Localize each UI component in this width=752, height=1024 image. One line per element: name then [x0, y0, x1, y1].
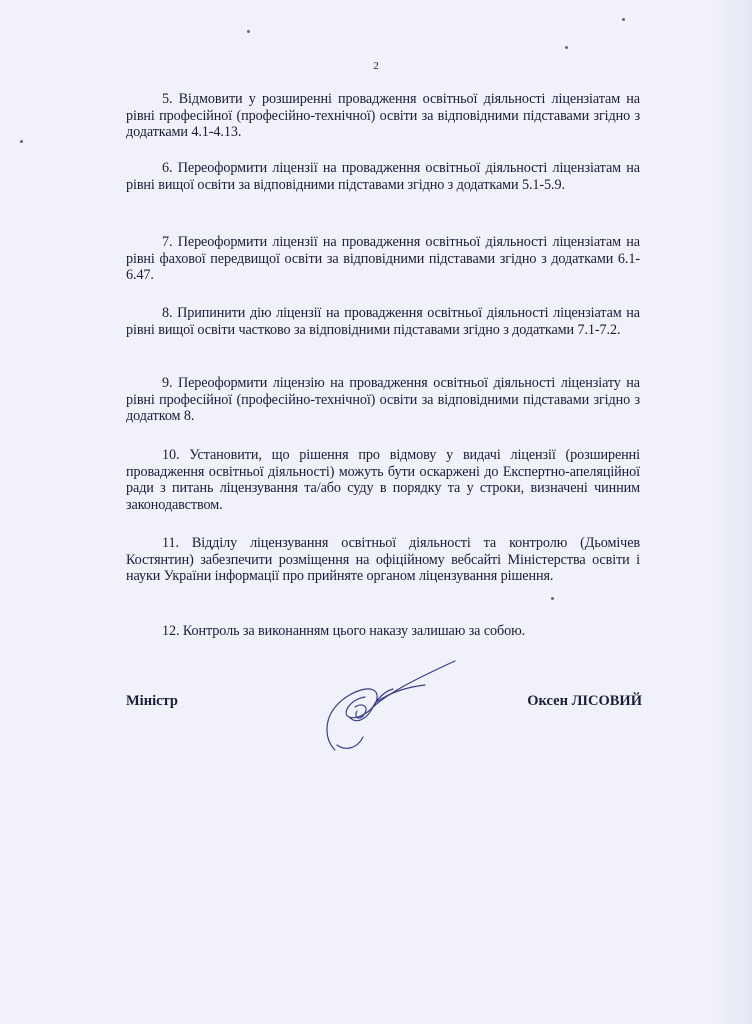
signatory-name: Оксен ЛІСОВИЙ [527, 693, 642, 709]
scan-speck [565, 46, 568, 49]
scan-edge-shadow [712, 0, 752, 1024]
paragraph-9: 9. Переоформити ліцензію на провадження освітньої діяльності ліцензіату на рівні професійної (професійно-технічної) освіти за відповідними підставами згідно з додатком 8. [126, 375, 640, 424]
page-number: 2 [373, 60, 379, 72]
paragraph-7: 7. Переоформити ліцензії на провадження освітньої діяльності ліцензіатам на рівні фахової передвищої освіти за відповідними підставами згідно з додатками 6.1-6.47. [126, 234, 640, 283]
scan-speck [551, 597, 554, 600]
scan-speck [247, 30, 250, 33]
paragraph-10: 10. Установити, що рішення про відмову у видачі ліцензії (розширенні провадження освітньої діяльності) можуть бути оскаржені до Експертно-апеляційної ради з питань ліцензування та/або суду в порядку та у строки, визначені чинним законодавством. [126, 447, 640, 513]
scan-speck [20, 140, 23, 143]
paragraph-5: 5. Відмовити у розширенні провадження освітньої діяльності ліцензіатам на рівні професійної (професійно-технічної) освіти за відповідними підставами згідно з додатками 4.1-4.13. [126, 91, 640, 140]
paragraph-12: 12. Контроль за виконанням цього наказу залишаю за собою. [162, 623, 526, 639]
paragraph-11: 11. Відділу ліцензування освітньої діяльності та контролю (Дьомічев Костянтин) забезпечити розміщення на офіційному вебсайті Міністерства освіти і науки України інформації про прийняте органом ліцензування рішення. [126, 535, 640, 584]
scan-speck [622, 18, 625, 21]
signatory-title: Міністр [126, 693, 178, 709]
paragraph-6: 6. Переоформити ліцензії на провадження освітньої діяльності ліцензіатам на рівні вищої освіти за відповідними підставами згідно з додатками 5.1-5.9. [126, 160, 640, 193]
handwritten-signature [315, 655, 465, 755]
paragraph-8: 8. Припинити дію ліцензії на провадження освітньої діяльності ліцензіатам на рівні вищої освіти частково за відповідними підставами згідно з додатками 7.1-7.2. [126, 305, 640, 338]
